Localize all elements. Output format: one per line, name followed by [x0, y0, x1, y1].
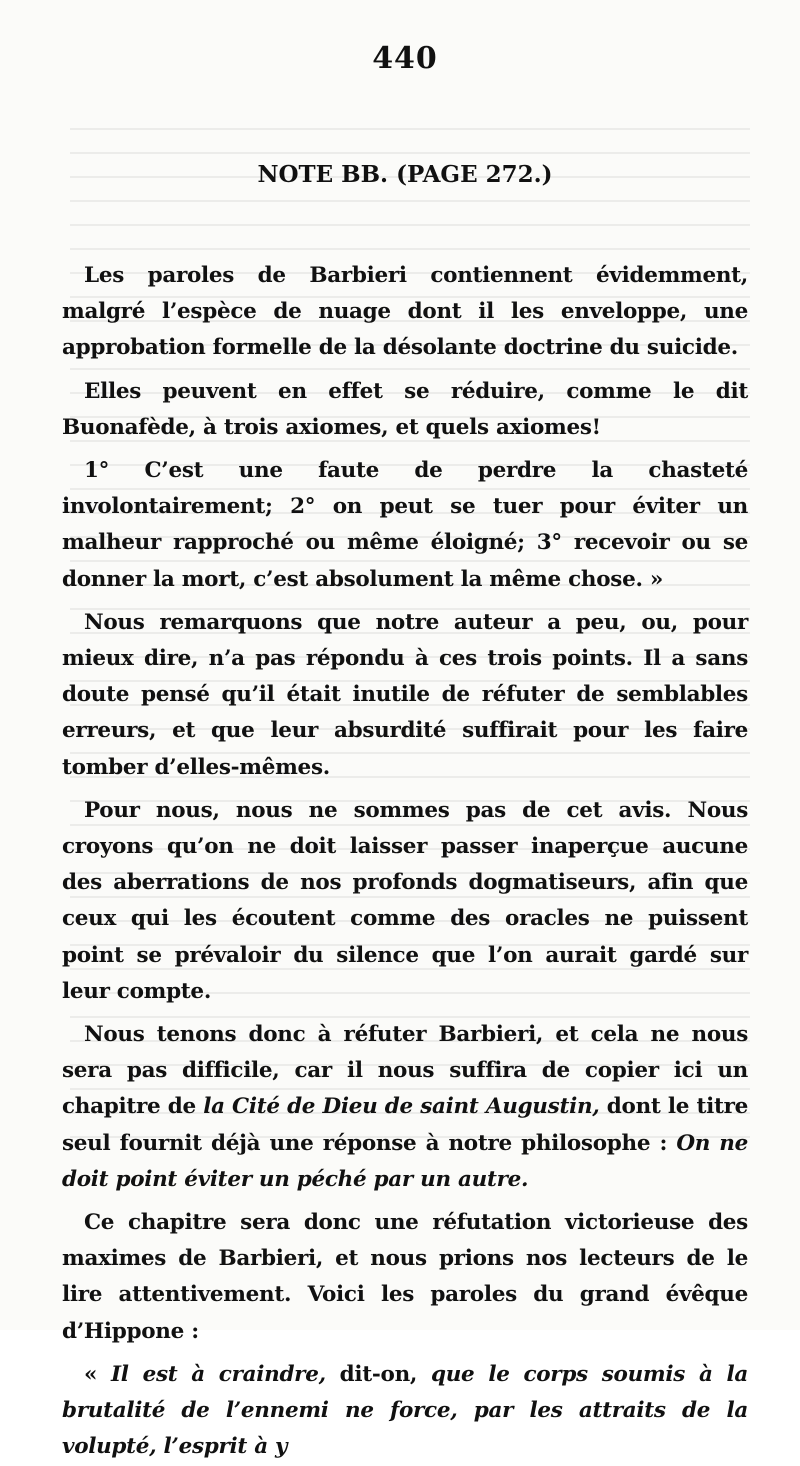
- italic-book-title: la Cité de Dieu de saint Augustin,: [203, 1094, 600, 1120]
- paragraph-3: [62, 453, 748, 598]
- body-text: [62, 258, 748, 1466]
- text-segment: «: [84, 1361, 112, 1387]
- paragraph-8: [62, 1357, 748, 1466]
- italic-quote: que le corps soumis à la brutalité de l’ennemi ne force, par les attraits de la volupté, l’esprit à y: [62, 1361, 748, 1460]
- text-segment: Nous remarquons que notre auteur a peu, ou, pour mieux dire, n’a pas répondu à ces trois points. Il a sans doute pensé qu’il était inutile de réfuter de semblables erreurs, et que leur absurdité suffirait pour les faire tomber d’elles-mêmes.: [62, 609, 748, 780]
- text-segment: Elles peuvent en effet se réduire, comme le dit Buonafède, à trois axiomes, et quels axiomes!: [62, 378, 748, 440]
- text-segment: dont le titre seul fournit déjà une réponse à notre philosophe :: [62, 1094, 749, 1156]
- paragraph-7: [62, 1205, 748, 1350]
- paragraph-2: [62, 374, 748, 446]
- note-title: NOTE BB. (PAGE 272.): [257, 161, 553, 188]
- text-segment: Nous tenons donc à réfuter Barbieri, et cela ne nous sera pas difficile, car il nous suffira de copier ici un chapitre de: [62, 1022, 748, 1120]
- text-segment: Ce chapitre sera donc une réfutation victorieuse des maximes de Barbieri, et nous prions nos lecteurs de le lire attentivement. Voici les paroles du grand évêque d’Hippone :: [62, 1210, 748, 1344]
- paragraph-6: [62, 1017, 748, 1198]
- text-segment: Pour nous, nous ne sommes pas de cet avis. Nous croyons qu’on ne doit laisser passer inaperçue aucune des aberrations de nos profonds dogmatiseurs, afin que ceux qui les écoutent comme des oracles ne puissent point se prévaloir du silence que l’on aurait gardé sur leur compte.: [62, 797, 748, 1004]
- italic-quote: Il est à craindre,: [111, 1361, 326, 1387]
- paragraph-5: [62, 793, 748, 1010]
- paragraph-4: [62, 605, 748, 786]
- text-segment: 1° C’est une faute de perdre la chasteté involontairement; 2° on peut se tuer pour éviter un malheur rapproché ou même éloigné; 3° recevoir ou se donner la mort, c’est absolument la même chose. »: [62, 458, 748, 592]
- italic-chapter-title: On ne doit point éviter un péché par un autre.: [62, 1130, 749, 1192]
- text-segment: dit-on,: [325, 1361, 431, 1387]
- text-segment: Les paroles de Barbieri contiennent évidemment, malgré l’espèce de nuage dont il les enveloppe, une approbation formelle de la désolante doctrine du suicide.: [62, 263, 748, 361]
- paragraph-1: [62, 258, 748, 367]
- page-number: 440: [372, 41, 438, 76]
